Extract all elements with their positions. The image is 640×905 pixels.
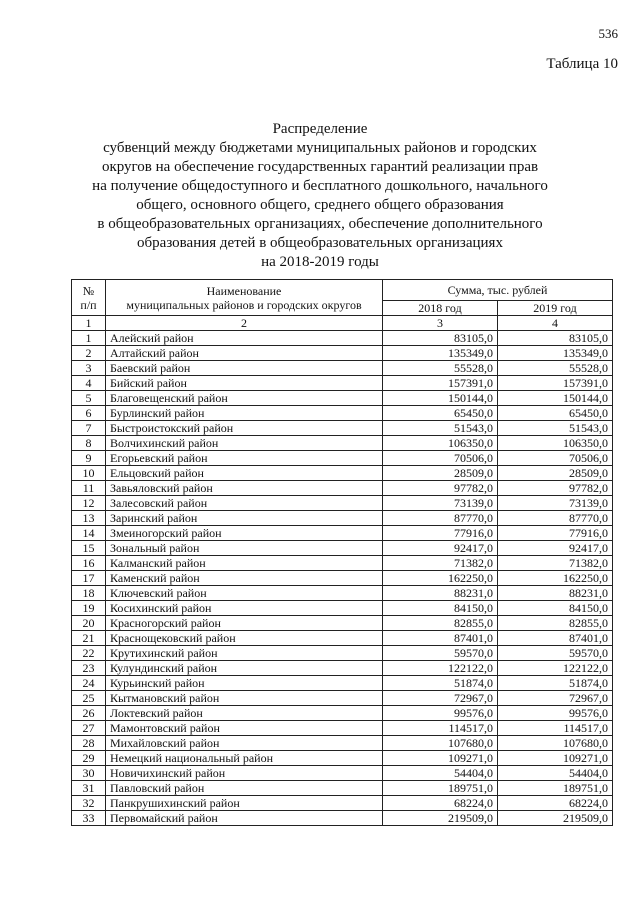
sum-2019: 51874,0	[498, 676, 613, 691]
district-name: Заринский район	[106, 511, 383, 526]
table-row	[72, 526, 613, 541]
district-name: Алтайский район	[106, 346, 383, 361]
sum-2018: 54404,0	[383, 766, 498, 781]
row-number: 8	[72, 436, 106, 451]
sum-2018: 71382,0	[383, 556, 498, 571]
row-number: 26	[72, 706, 106, 721]
sum-2018: 55528,0	[383, 361, 498, 376]
sum-2018: 106350,0	[383, 436, 498, 451]
sum-2019: 83105,0	[498, 331, 613, 346]
district-name: Алейский район	[106, 331, 383, 346]
sum-2018: 82855,0	[383, 616, 498, 631]
sum-2019: 51543,0	[498, 421, 613, 436]
header-sum: Сумма, тыс. рублей	[383, 280, 613, 301]
sum-2019: 87401,0	[498, 631, 613, 646]
sum-2019: 68224,0	[498, 796, 613, 811]
row-number: 20	[72, 616, 106, 631]
subsidy-table	[71, 279, 613, 826]
row-number: 12	[72, 496, 106, 511]
table-row	[72, 481, 613, 496]
table-row	[72, 466, 613, 481]
table-label: Таблица 10	[546, 56, 618, 72]
row-number: 25	[72, 691, 106, 706]
table-row	[72, 496, 613, 511]
sum-2019: 162250,0	[498, 571, 613, 586]
sum-2019: 82855,0	[498, 616, 613, 631]
sum-2018: 109271,0	[383, 751, 498, 766]
district-name: Локтевский район	[106, 706, 383, 721]
table-row	[72, 436, 613, 451]
sum-2019: 59570,0	[498, 646, 613, 661]
sum-2019: 71382,0	[498, 556, 613, 571]
sum-2019: 55528,0	[498, 361, 613, 376]
header-num-line2: п/п	[80, 297, 97, 312]
district-name: Бийский район	[106, 376, 383, 391]
sum-2018: 72967,0	[383, 691, 498, 706]
row-number: 23	[72, 661, 106, 676]
row-number: 1	[72, 331, 106, 346]
sum-2018: 122122,0	[383, 661, 498, 676]
row-number: 29	[72, 751, 106, 766]
sum-2018: 219509,0	[383, 811, 498, 826]
header-col-index: 2	[106, 316, 383, 331]
table-row	[72, 736, 613, 751]
district-name: Павловский район	[106, 781, 383, 796]
table-row	[72, 631, 613, 646]
sum-2019: 87770,0	[498, 511, 613, 526]
table-row	[72, 811, 613, 826]
row-number: 31	[72, 781, 106, 796]
row-number: 3	[72, 361, 106, 376]
sum-2018: 87770,0	[383, 511, 498, 526]
table-row	[72, 616, 613, 631]
header-year-2019: 2019 год	[498, 301, 613, 316]
row-number: 24	[72, 676, 106, 691]
header-col-index: 1	[72, 316, 106, 331]
row-number: 7	[72, 421, 106, 436]
sum-2018: 51874,0	[383, 676, 498, 691]
sum-2019: 106350,0	[498, 436, 613, 451]
sum-2018: 88231,0	[383, 586, 498, 601]
district-name: Кулундинский район	[106, 661, 383, 676]
table-row	[72, 706, 613, 721]
district-name: Ключевский район	[106, 586, 383, 601]
district-name: Крутихинский район	[106, 646, 383, 661]
table-row	[72, 541, 613, 556]
district-name: Волчихинский район	[106, 436, 383, 451]
row-number: 11	[72, 481, 106, 496]
district-name: Кытмановский район	[106, 691, 383, 706]
table-row	[72, 646, 613, 661]
sum-2018: 87401,0	[383, 631, 498, 646]
district-name: Ельцовский район	[106, 466, 383, 481]
table-row	[72, 331, 613, 346]
district-name: Первомайский район	[106, 811, 383, 826]
table-row	[72, 361, 613, 376]
title-line: на получение общедоступного и бесплатного дошкольного, начального	[92, 178, 548, 194]
district-name: Каменский район	[106, 571, 383, 586]
sum-2019: 109271,0	[498, 751, 613, 766]
sum-2018: 99576,0	[383, 706, 498, 721]
sum-2019: 97782,0	[498, 481, 613, 496]
district-name: Косихинский район	[106, 601, 383, 616]
district-name: Завьяловский район	[106, 481, 383, 496]
header-name	[106, 280, 383, 316]
title-line: на 2018-2019 годы	[261, 254, 379, 270]
header-name-line2: муниципальных районов и городских округов	[126, 297, 362, 312]
header-num-line1: №	[82, 283, 95, 298]
sum-2018: 73139,0	[383, 496, 498, 511]
district-name: Мамонтовский район	[106, 721, 383, 736]
page-number: 536	[598, 26, 618, 41]
district-name: Быстроистокский район	[106, 421, 383, 436]
title-line: в общеобразовательных организациях, обеспечение дополнительного	[97, 216, 543, 232]
sum-2019: 122122,0	[498, 661, 613, 676]
sum-2019: 135349,0	[498, 346, 613, 361]
sum-2019: 157391,0	[498, 376, 613, 391]
sum-2018: 59570,0	[383, 646, 498, 661]
sum-2018: 162250,0	[383, 571, 498, 586]
row-number: 18	[72, 586, 106, 601]
row-number: 19	[72, 601, 106, 616]
table-body	[72, 331, 613, 826]
sum-2018: 107680,0	[383, 736, 498, 751]
district-name: Краснощековский район	[106, 631, 383, 646]
table-row	[72, 406, 613, 421]
sum-2019: 65450,0	[498, 406, 613, 421]
table-row	[72, 511, 613, 526]
row-number: 9	[72, 451, 106, 466]
sum-2019: 73139,0	[498, 496, 613, 511]
sum-2019: 72967,0	[498, 691, 613, 706]
row-number: 27	[72, 721, 106, 736]
table-row	[72, 571, 613, 586]
row-number: 22	[72, 646, 106, 661]
table-row	[72, 721, 613, 736]
sum-2018: 84150,0	[383, 601, 498, 616]
district-name: Красногорский район	[106, 616, 383, 631]
district-name: Бурлинский район	[106, 406, 383, 421]
header-col-index: 3	[383, 316, 498, 331]
district-name: Новичихинский район	[106, 766, 383, 781]
title-line: Распределение	[272, 121, 368, 137]
sum-2019: 219509,0	[498, 811, 613, 826]
sum-2019: 28509,0	[498, 466, 613, 481]
sum-2018: 83105,0	[383, 331, 498, 346]
sum-2018: 189751,0	[383, 781, 498, 796]
sum-2018: 150144,0	[383, 391, 498, 406]
sum-2019: 88231,0	[498, 586, 613, 601]
district-name: Благовещенский район	[106, 391, 383, 406]
row-number: 33	[72, 811, 106, 826]
sum-2018: 28509,0	[383, 466, 498, 481]
row-number: 10	[72, 466, 106, 481]
header-name-line1: Наименование	[206, 283, 282, 298]
row-number: 32	[72, 796, 106, 811]
sum-2019: 92417,0	[498, 541, 613, 556]
row-number: 16	[72, 556, 106, 571]
district-name: Змеиногорский район	[106, 526, 383, 541]
row-number: 2	[72, 346, 106, 361]
district-name: Зональный район	[106, 541, 383, 556]
district-name: Калманский район	[106, 556, 383, 571]
sum-2019: 84150,0	[498, 601, 613, 616]
title-line: образования детей в общеобразовательных организациях	[137, 235, 503, 251]
table-row	[72, 391, 613, 406]
table-row	[72, 766, 613, 781]
header-col-index: 4	[498, 316, 613, 331]
table-row	[72, 691, 613, 706]
document-title	[0, 120, 640, 272]
sum-2018: 70506,0	[383, 451, 498, 466]
district-name: Панкрушихинский район	[106, 796, 383, 811]
sum-2018: 65450,0	[383, 406, 498, 421]
row-number: 21	[72, 631, 106, 646]
district-name: Баевский район	[106, 361, 383, 376]
row-number: 28	[72, 736, 106, 751]
row-number: 15	[72, 541, 106, 556]
sum-2018: 92417,0	[383, 541, 498, 556]
table-row	[72, 781, 613, 796]
district-name: Курьинский район	[106, 676, 383, 691]
row-number: 14	[72, 526, 106, 541]
sum-2019: 70506,0	[498, 451, 613, 466]
sum-2018: 68224,0	[383, 796, 498, 811]
header-year-2018: 2018 год	[383, 301, 498, 316]
sum-2019: 99576,0	[498, 706, 613, 721]
sum-2018: 135349,0	[383, 346, 498, 361]
title-line: общего, основного общего, среднего общего образования	[136, 197, 504, 213]
district-name: Егорьевский район	[106, 451, 383, 466]
sum-2018: 114517,0	[383, 721, 498, 736]
district-name: Залесовский район	[106, 496, 383, 511]
table-row	[72, 796, 613, 811]
row-number: 6	[72, 406, 106, 421]
sum-2019: 189751,0	[498, 781, 613, 796]
district-name: Михайловский район	[106, 736, 383, 751]
table-row	[72, 451, 613, 466]
header-num	[72, 280, 106, 316]
sum-2018: 97782,0	[383, 481, 498, 496]
table-row	[72, 421, 613, 436]
table-row	[72, 751, 613, 766]
table-row	[72, 601, 613, 616]
table-row	[72, 661, 613, 676]
row-number: 5	[72, 391, 106, 406]
district-name: Немецкий национальный район	[106, 751, 383, 766]
table-row	[72, 586, 613, 601]
sum-2018: 157391,0	[383, 376, 498, 391]
row-number: 30	[72, 766, 106, 781]
sum-2019: 54404,0	[498, 766, 613, 781]
sum-2019: 150144,0	[498, 391, 613, 406]
title-line: округов на обеспечение государственных гарантий реализации прав	[101, 159, 539, 175]
table-row	[72, 556, 613, 571]
row-number: 13	[72, 511, 106, 526]
table-header	[72, 280, 613, 331]
table-row	[72, 676, 613, 691]
sum-2018: 77916,0	[383, 526, 498, 541]
table-row	[72, 376, 613, 391]
row-number: 4	[72, 376, 106, 391]
sum-2019: 114517,0	[498, 721, 613, 736]
table-row	[72, 346, 613, 361]
sum-2019: 77916,0	[498, 526, 613, 541]
row-number: 17	[72, 571, 106, 586]
sum-2019: 107680,0	[498, 736, 613, 751]
sum-2018: 51543,0	[383, 421, 498, 436]
title-line: субвенций между бюджетами муниципальных районов и городских	[103, 140, 537, 156]
